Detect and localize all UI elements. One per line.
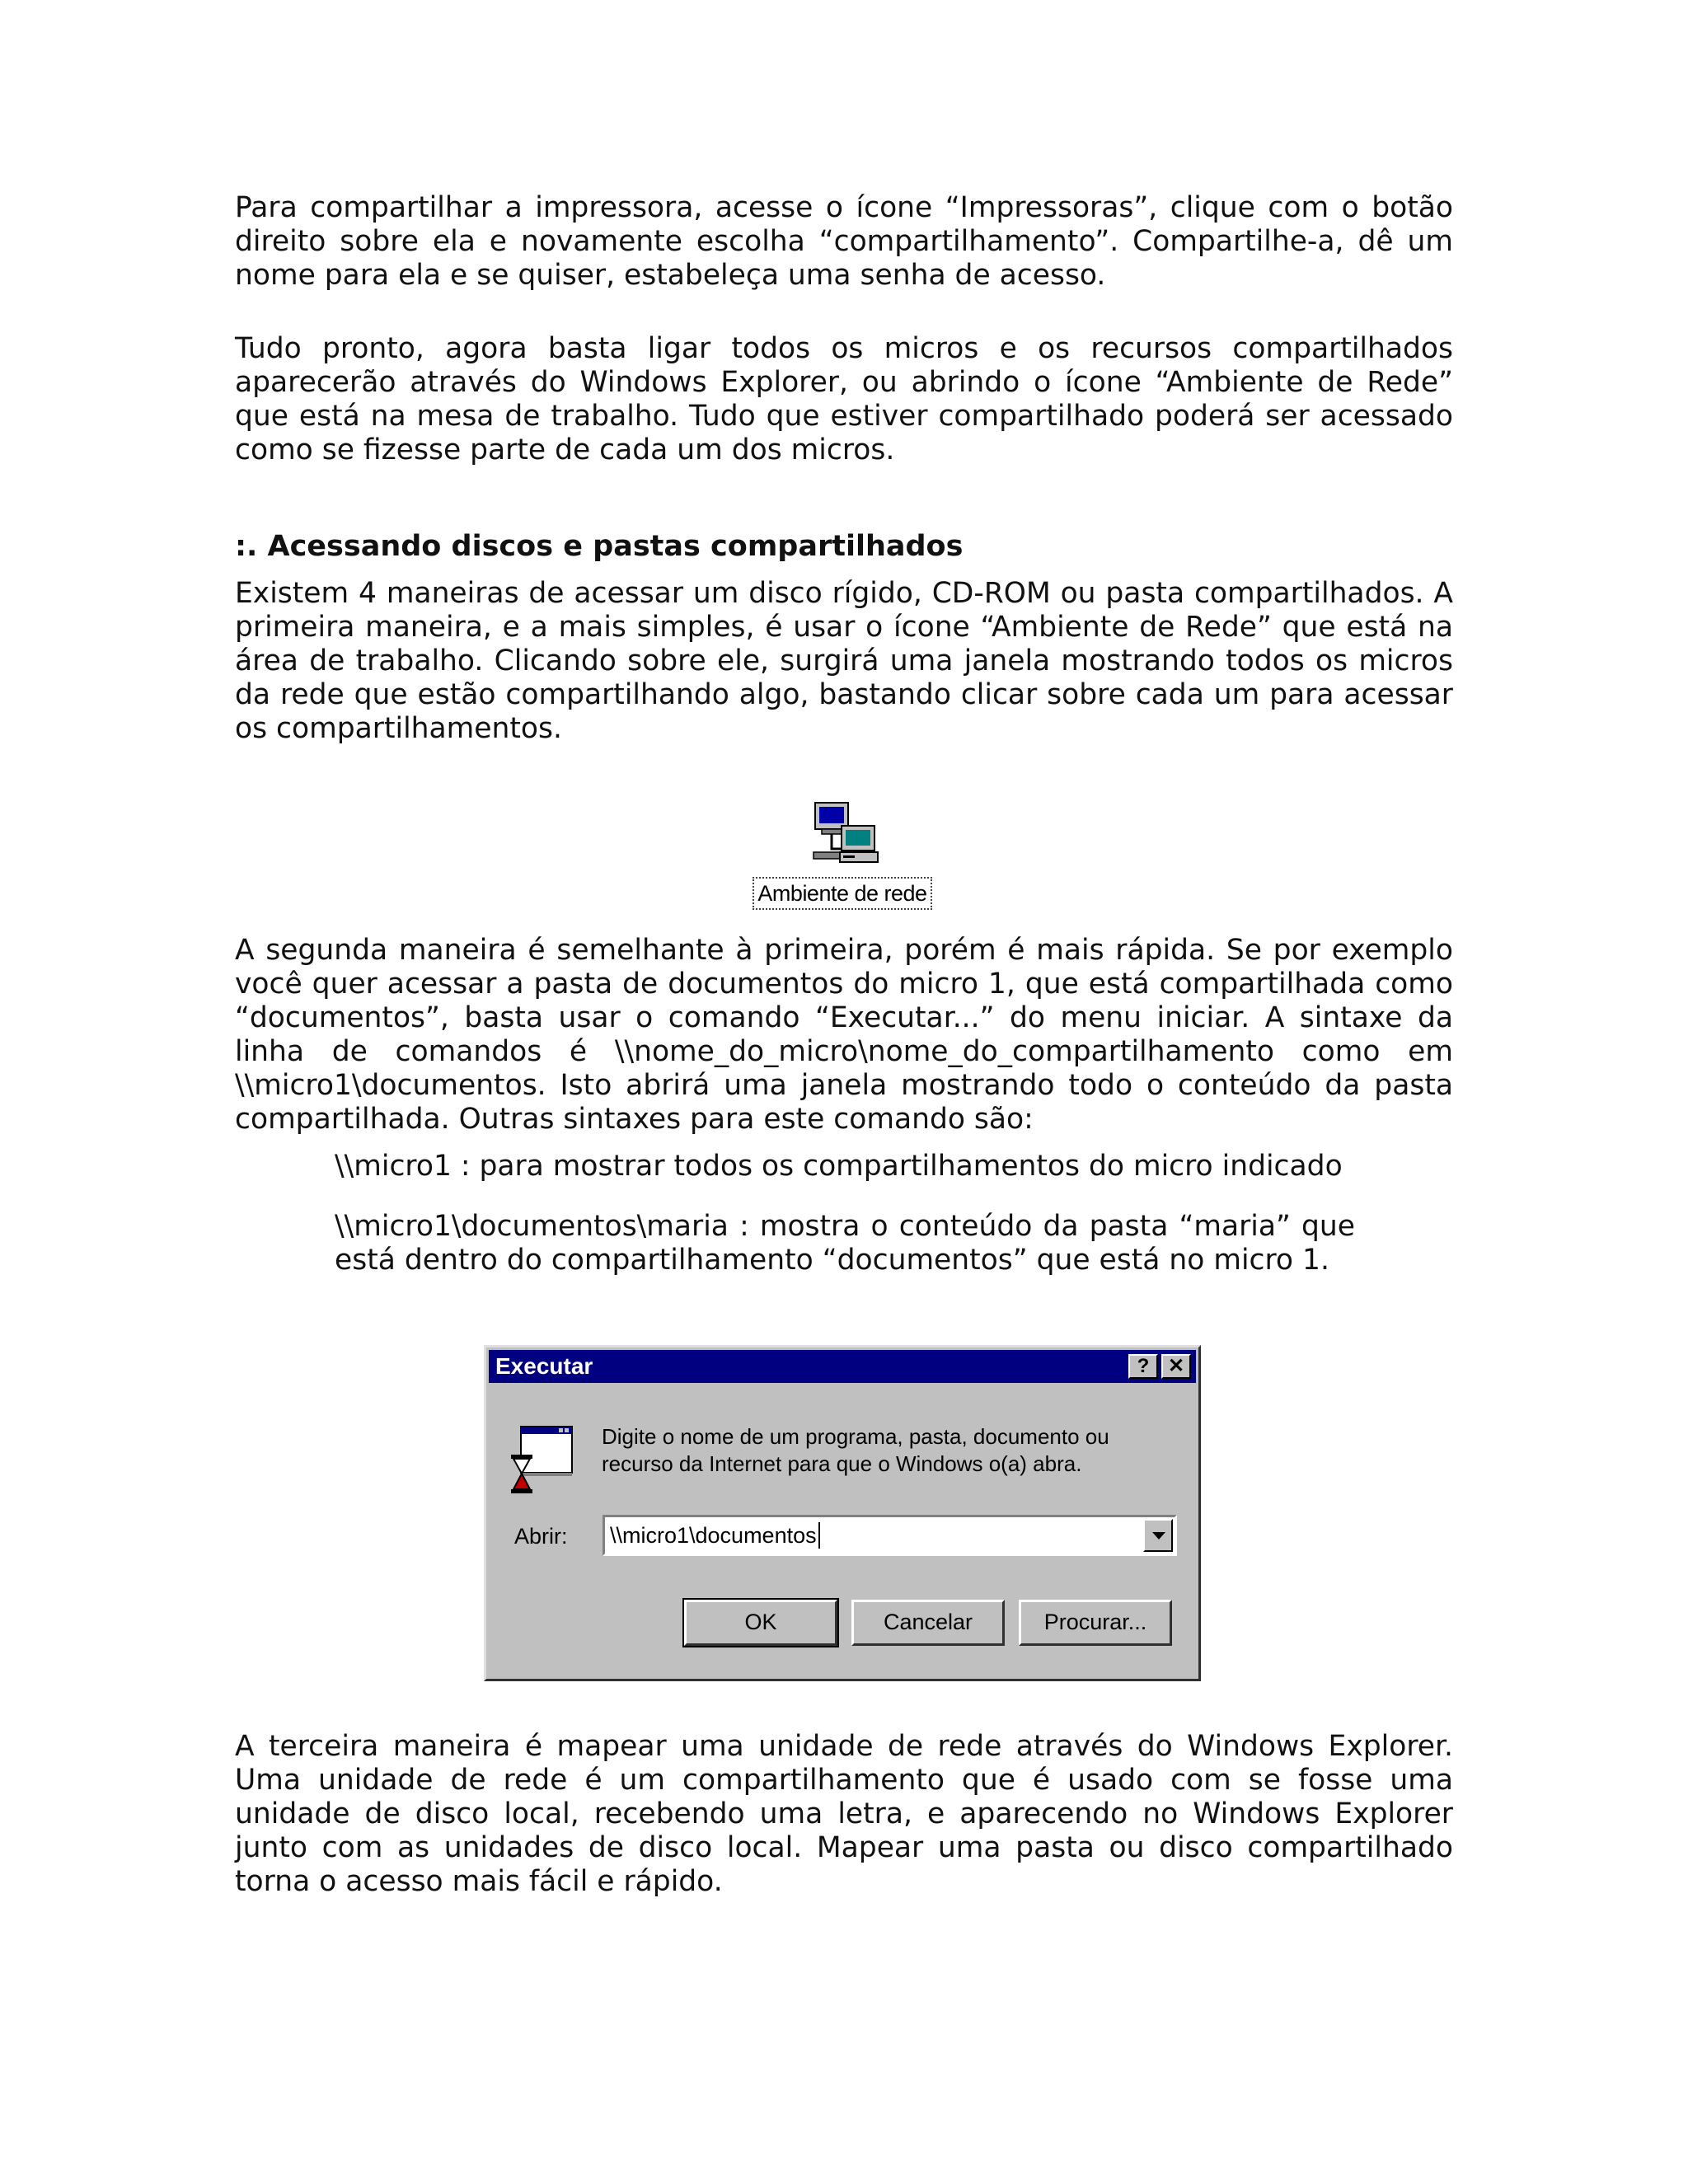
- run-dialog-description: Digite o nome de um programa, pasta, documento ou recurso da Internet para que o Windows o(a) abra.: [602, 1424, 1109, 1476]
- paragraph-all-ready: Tudo pronto, agora basta ligar todos os micros e os recursos compartilhados aparecerão através do Windows Explorer, ou abrindo o ícone “Ambiente de Rede” que está na mesa de trabalho. Tudo que estiver compartilhado poderá ser acessado como se fizesse parte de cada um dos micros.: [235, 332, 1453, 466]
- open-combobox[interactable]: [603, 1515, 1177, 1556]
- run-dialog-titlebar: [489, 1350, 1196, 1383]
- run-dialog: [484, 1345, 1201, 1681]
- cancel-button[interactable]: Cancelar: [851, 1600, 1005, 1646]
- run-dialog-title: Executar: [495, 1353, 593, 1379]
- paragraph-second-way: A segunda maneira é semelhante à primeira, porém é mais rápida. Se por exemplo você quer acessar a pasta de documentos do micro 1, que está compartilhada como “documentos”, basta usar o comando “Executar...” do menu iniciar. A sintaxe da linha de comandos é \\nome_do_micro\nome_do_compartilhamento como em \\micro1\documentos. Isto abrirá uma janela mostrando todo o conteúdo da pasta compartilhada. Outras sintaxes para este comando são:: [235, 934, 1453, 1136]
- network-neighborhood-label: Ambiente de rede: [753, 877, 932, 910]
- section-heading: :. Acessando discos e pastas compartilhados: [235, 530, 964, 563]
- chevron-down-icon[interactable]: [1143, 1519, 1173, 1552]
- run-program-icon: [509, 1425, 575, 1496]
- paragraph-third-way: A terceira maneira é mapear uma unidade de rede através do Windows Explorer. Uma unidade de rede é um compartilhamento que é usado com se fosse uma unidade de disco local, recebendo uma letra, e aparecendo no Windows Explorer junto com as unidades de disco local. Mapear uma pasta ou disco compartilhado torna o acesso mais fácil e rápido.: [235, 1730, 1453, 1898]
- browse-button[interactable]: Procurar...: [1019, 1600, 1172, 1646]
- open-input[interactable]: \\micro1\documentos: [610, 1522, 820, 1549]
- paragraph-printer-sharing: Para compartilhar a impressora, acesse o ícone “Impressoras”, clique com o botão direito sobre ela e novamente escolha “compartilhamento”. Compartilhe-a, dê um nome para ela e se quiser, estabeleça uma senha de acesso.: [235, 191, 1453, 292]
- paragraph-first-way: Existem 4 maneiras de acessar um disco rígido, CD-ROM ou pasta compartilhados. A primeira maneira, e a mais simples, é usar o ícone “Ambiente de Rede” que está na área de trabalho. Clicando sobre ele, surgirá uma janela mostrando todos os micros da rede que estão compartilhando algo, bastando clicar sobre cada um para acessar os compartilhamentos.: [235, 577, 1453, 745]
- network-neighborhood-shortcut[interactable]: [753, 801, 935, 915]
- network-neighborhood-icon: [810, 801, 879, 869]
- example-micro1: \\micro1 : para mostrar todos os compartilhamentos do micro indicado: [335, 1150, 1343, 1183]
- open-label: Abrir:: [514, 1524, 568, 1549]
- close-button[interactable]: ✕: [1161, 1354, 1191, 1379]
- example-maria: \\micro1\documentos\maria : mostra o conteúdo da pasta “maria” que está dentro do compartilhamento “documentos” que está no micro 1.: [335, 1210, 1355, 1277]
- ok-button[interactable]: OK: [684, 1600, 837, 1646]
- help-button[interactable]: ?: [1128, 1354, 1158, 1379]
